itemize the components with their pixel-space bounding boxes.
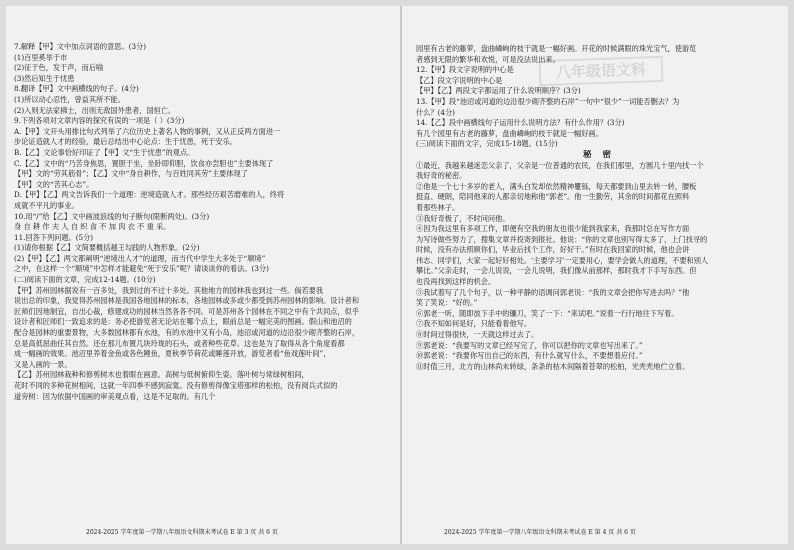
left-page-line: (3)然后知生于忧患 [14,73,75,83]
left-page-line: (2)【甲】【乙】两文都阐明“逆境出人才”的道理，而当代中学生大多处于“顺境” [14,253,266,263]
right-page-line: 14.【乙】段中画横线句子运用什么说明方法？有什么作用？(3分) [416,118,625,128]
right-page-line: 12.【甲】段文字说明的中心是 [416,65,514,75]
left-page-line: C.【乙】文中的“乃苦身焦思，置胆于坐，坐卧即仰胆，饮食亦尝胆也”主要体现了 [14,158,274,168]
right-page-line: 为写诗做些努力了，搜集文章并投寄到报社。他说：“你的文章也别写得太多了，上门找寻的 [416,234,708,244]
left-page-line: 8.翻译【甲】文中画横线的句子。(4分) [14,84,139,94]
right-page-line: 【甲】【乙】两段文字都运用了什么说明顺序？(3分) [416,86,581,96]
right-page-line: ①最近，我越来越迷恋父亲了，父亲是一位普通的农民，在我们那里，方圆几十里内找一个 [416,160,704,170]
right-page-line: 有几个园里有古老的藤萝，盘曲嶙峋的枝干就是一幅好画。 [416,128,603,138]
left-page-line: 又是入画的一景。 [14,359,72,369]
left-page-line: 之中，在这样一个“顺境”中怎样才能避免“死于安乐”呢？请谈谈你的看法。(3分) [14,264,269,274]
right-page-line: 13.【甲】段“池沼或河道的边沿很少砌齐整的石岸”一句中“很少”一词能否删去？为 [416,96,680,106]
left-page-line: B.【乙】文论事恰好印证了【甲】文“生于忧患”的观点。 [14,147,195,157]
left-page-line: 配合是园林的重要景物，大多数园林都有水池，有的水池中又有小岛，池沼或河道的边沿很少砌齐整的石岸， [14,328,360,338]
right-page-line: 着那些林子。 [416,202,460,212]
right-page-line: 时候，没有办法照顾你们，毕业后找个工作，好好干。”有时在我回家的时候，他也会讲 [416,245,690,255]
left-page-line: (1)百里奚举于市 [14,52,68,62]
left-page-line: 总是高低屈曲任其自然。还在那儿布置几块玲珑的石头，或者种些花草。这也是为了取得从各个角度看都 [14,338,345,348]
left-page-line: 9.下列各项对文章内容的探究有误的一项是（ ）(3分) [14,116,185,126]
page-fold-divider [400,6,402,544]
left-page-line: 设计者和匠师们一致追求的是：务必使游览者无论站在哪个点上，眼前总是一幅完美的图画。假山和池沼的 [14,317,352,327]
left-page-line: (1)请你根据【乙】文简要概括越王勾践的人物形象。(2分) [14,243,200,253]
left-page-line: 花时不同的多种花树相间，这就一年四季不感到寂寞。没有修剪得像宝塔那样的松柏，没有阅兵式似的 [14,381,338,390]
left-page-line: (1)所以动心忍性，曾益其所不能。 [14,94,125,104]
right-page-line: 者感到无限的繁华和欢悦，可是没法说出来。 [416,54,560,64]
right-page-line: ③我好奇极了，不时问问他。 [416,213,510,223]
left-page-line: 【乙】苏州园林栽种和修剪树木也着眼在画意。高树与低树俯仰生姿。落叶树与常绿树相间， [14,370,309,380]
left-page-line: 成一幅画的效果。池沼里养着金鱼或各色鲤鱼，夏秋季节荷花或睡莲开放，游览者看“鱼戏莲叶间”， [14,349,331,359]
right-page-line: 我好奇的秘密。 [416,171,467,181]
left-page-line: (2)入则无法家拂士，出则无敌国外患者，国恒亡。 [14,105,176,115]
right-page-line: 挺直、硬朗，陪同他来的人都亲切地称他“郭老”。他一生勤劳，其余的时间都花在照料 [416,192,690,202]
scanned-exam-sheet [6,6,788,544]
left-page-line: 匠师们因地制宜，自出心裁，修建成功的园林当然各各不同。可是苏州各个园林在不同之中有个共同点，似乎 [14,306,360,316]
page-3-text [14,42,392,402]
left-page-line: 身 自 耕 作 夫 人 自 织 食 不 加 肉 衣 不 重 采。 [14,222,171,232]
right-page-line: 伟志、同学们，大家一起好好相处。‘主要学习’一定要用心，要学会做人的道理，不要和别人 [416,255,709,265]
left-page-line: (2)征于色，发于声，而后喻 [14,63,104,73]
right-page-line: ④因为我这里有多项工作，即便有空我的朋友也很少能到我家来，我那时总在写作方面 [416,224,690,234]
faded-watermark-stamp: 八年级语文科 [539,56,664,86]
page-4-text [416,44,782,372]
right-page-line: ⑨郭老说：“我要写的文章已经写完了，你可以把你的文章也写出来了。” [416,340,643,350]
right-page-line: ②他是一个七十多岁的老人，满头白发却依然精神矍铄，每天都要到山里去转一转，腰板 [416,181,697,191]
right-page-line: 【乙】段文字说明的中心是 [416,75,503,85]
left-page-line: 步论证造就人才的经验，最后总结出中心论点：生于忧患，死于安乐。 [14,137,237,147]
page-3-footer: 2024-2025 学年度第一学期八年级语文科期末考试卷 E 第 3 页 共 6 页 [86,529,278,536]
right-page-line: 园里有古老的藤萝，盘曲嶙峋的枝干就是一幅好画。开花的时候满眼的珠光宝气，使游览 [416,44,697,53]
page-4-footer: 2024-2025 学年度第一学期八年级语文科期末考试卷 E 第 4 页 共 6 页 [444,529,636,536]
right-page-line: ⑥郭老一听，随即放下手中的镰刀，笑了一下：“来试吧。”说着一行行地往下写着。 [416,308,679,318]
right-page-line: ⑩郭老说：“我要你写出自己的东西，有什么就写什么，不要想着应付。” [416,351,643,361]
passage-title: 秘 密 [583,149,615,160]
right-page-line: ⑧时间过得很快，一天就这样过去了。 [416,330,539,340]
right-page-line: 攀比。”父亲走时，一会儿说说，一会儿说明，我们像从前那样，那时我才下手写东西。但 [416,266,697,276]
right-page-line: 笑了笑说：“好的。” [416,298,478,308]
right-page-line: (三)阅读下面的文字，完成15-18题。(15分) [416,139,558,149]
right-page-line: ⑪时值三月，北方的山林尚未转绿，条条的枯木间隔着苍翠的松柏，光秃秃地伫立着。 [416,361,690,371]
left-page-line: 【甲】文的“苦其心志”。 [14,179,94,189]
left-page-line: D.【甲】【乙】两文告诉我们一个道理：逆境造就人才。那些经历艰苦磨难的人，终将 [14,190,285,200]
left-page-line: 成就不平凡的事业。 [14,200,79,210]
exam-page-3 [6,6,398,544]
left-page-line: A.【甲】文开头用排比句式列举了六位历史上著名人物的事例，又从正反两方面进一 [14,126,281,136]
right-page-line: 也没再找到这样的机会。 [416,277,496,287]
right-page-line: ⑦我不知如何是好，只能看着他写。 [416,319,532,329]
left-page-line: 11.回答下列问题。(5分) [14,232,94,242]
left-page-line: 【甲】苏州园林据说有一百多处，我到过的不过十多处。其他地方的园林我也到过一些。倘若要我 [14,285,324,295]
left-page-line: 说出总的印象，我觉得苏州园林是我国各地园林的标本，各地园林或多或少都受到苏州园林的影响。设计者和 [14,296,360,306]
left-page-line: 【甲】文的“劳其筋骨”；【乙】文中“身自耕作，与百姓同其劳”主要体现了 [14,169,248,179]
left-page-line: (二)阅读下面的文章，完成12-14题。(10分) [14,275,156,285]
left-page-line: 10.用“/”给【乙】文中画波浪线的句子断句(限断两处)。(3分) [14,211,210,221]
exam-page-4 [404,6,788,544]
left-page-line: 道旁树：因为依据中国画的审美观点看，这是不足取的。有几个 [14,391,216,401]
left-page-line: 7.解释【甲】文中加点词语的意思。(3分) [14,42,147,51]
right-page-line: 什么？(4分) [416,107,455,117]
right-page-line: ⑤我试着写了几个句子，以一种平静的语调问郭老说：“我的文章会把你写进去吗？”他 [416,287,690,297]
